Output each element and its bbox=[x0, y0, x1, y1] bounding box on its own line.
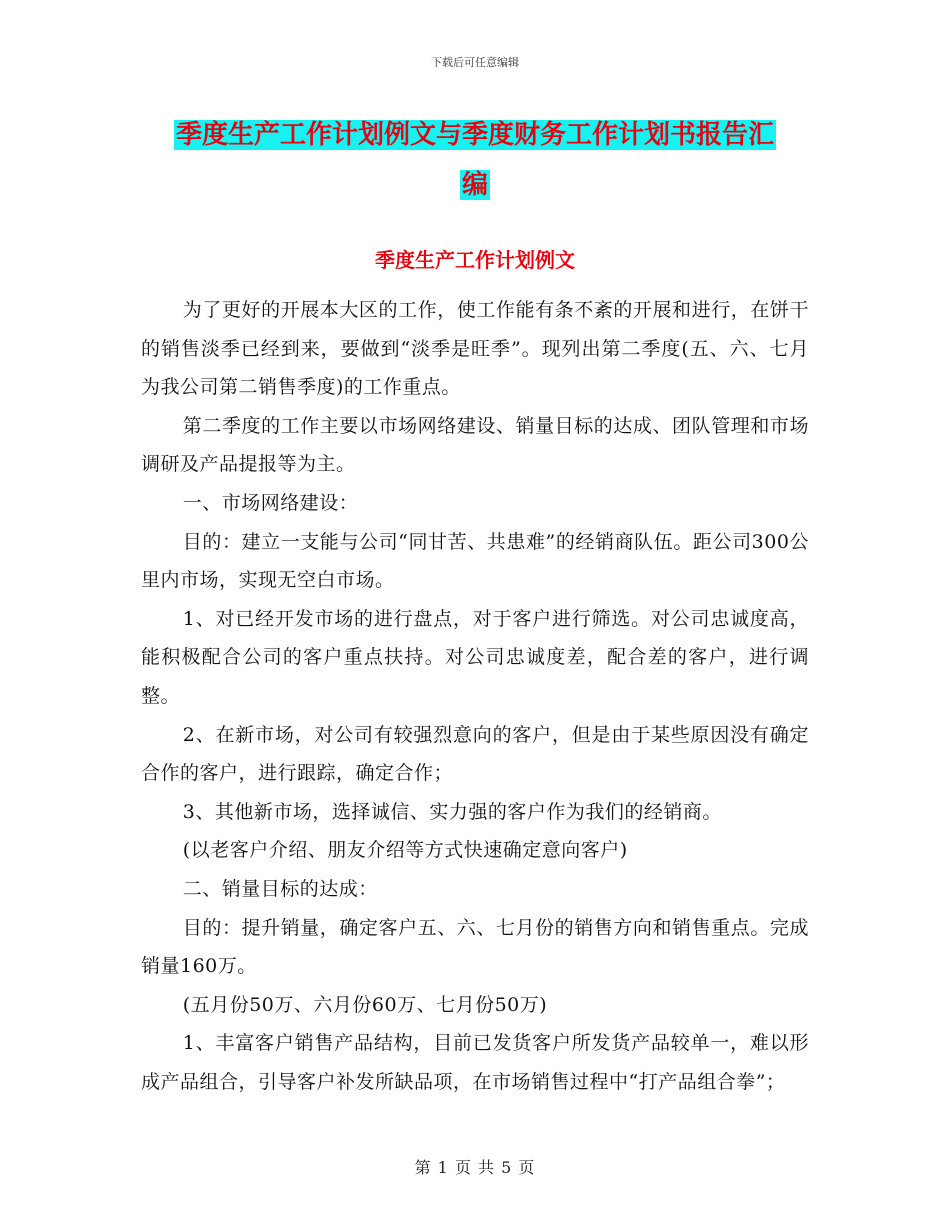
paragraph: 一、市场网络建设： bbox=[182, 491, 359, 514]
paragraph: 1、对已经开发市场的进行盘点，对于客户进行筛选。对公司忠诚度高，能积极配合公司的客户重点扶持。对公司忠诚度差，配合差的客户，进行调整。 bbox=[141, 607, 809, 707]
paragraph: (以老客户介绍、朋友介绍等方式快速确定意向客户) bbox=[182, 839, 628, 862]
paragraph: 2、在新市场，对公司有较强烈意向的客户，但是由于某些原因没有确定合作的客户，进行跟踪，确定合作； bbox=[141, 723, 809, 785]
paragraph: 为了更好的开展本大区的工作，使工作能有条不紊的开展和进行，在饼干的销售淡季已经到来，要做到“淡季是旺季”。现列出第二季度(五、六、七月为我公司第二销售季度)的工作重点。 bbox=[141, 299, 809, 399]
paragraph: 第二季度的工作主要以市场网络建设、销量目标的达成、团队管理和市场调研及产品提报等为主。 bbox=[141, 414, 809, 476]
paragraph: 3、其他新市场，选择诚信、实力强的客户作为我们的经销商。 bbox=[182, 800, 722, 823]
document-body bbox=[141, 291, 809, 1101]
paragraph: 1、丰富客户销售产品结构，目前已发货客户所发货产品较单一，难以形成产品组合，引导客户补发所缺品项，在市场销售过程中“打产品组合拳”； bbox=[141, 1032, 809, 1093]
header-note: 下载后可任意编辑 bbox=[431, 56, 519, 69]
page-footer: 第 1 页 共 5 页 bbox=[414, 1158, 536, 1177]
title-line-2: 编 bbox=[461, 170, 488, 200]
paragraph: (五月份50万、六月份60万、七月份50万) bbox=[182, 993, 548, 1016]
document-title bbox=[140, 110, 810, 210]
paragraph: 二、销量目标的达成： bbox=[182, 877, 378, 900]
title-line-1: 季度生产工作计划例文与季度财务工作计划书报告汇 bbox=[175, 120, 774, 150]
section-title: 季度生产工作计划例文 bbox=[375, 248, 575, 272]
paragraph: 目的：提升销量，确定客户五、六、七月份的销售方向和销售重点。完成销量160万。 bbox=[141, 916, 809, 978]
paragraph: 目的：建立一支能与公司“同甘苦、共患难”的经销商队伍。距公司300公里内市场，实现无空白市场。 bbox=[141, 530, 809, 592]
